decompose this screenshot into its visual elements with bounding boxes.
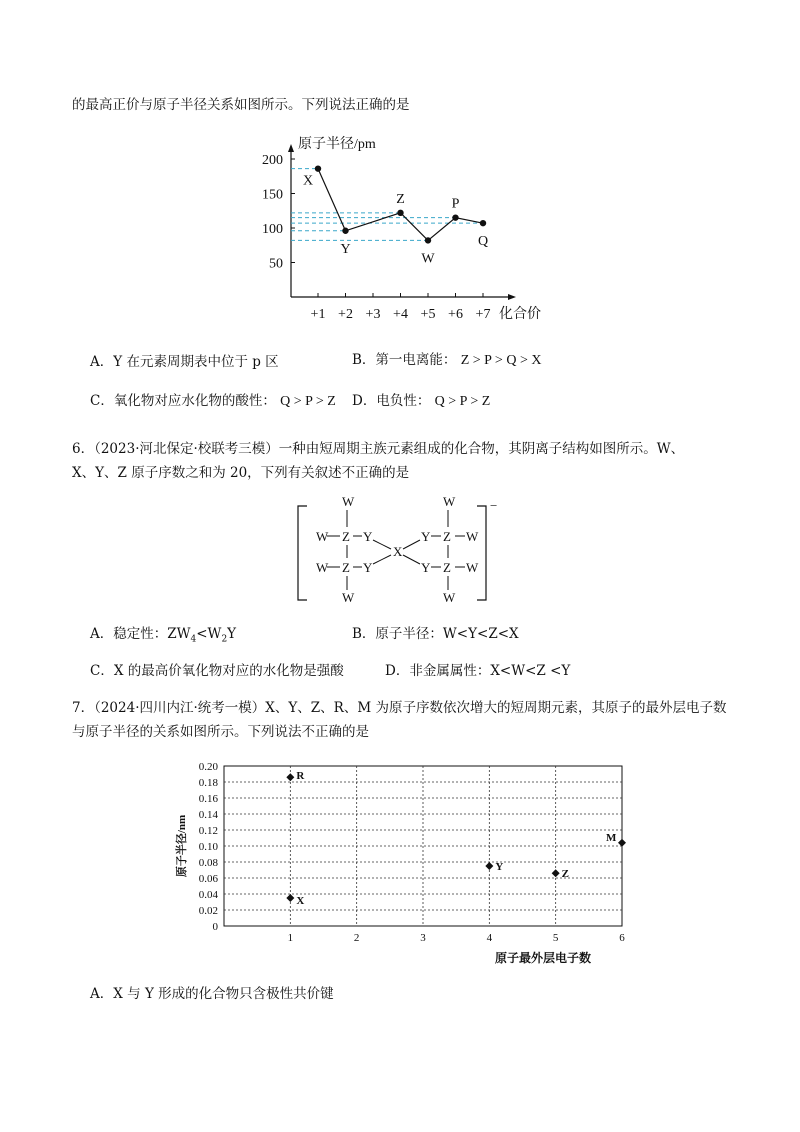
point-label: Z: [396, 191, 405, 207]
y-tick-label: 0.10: [198, 841, 218, 853]
point-label: Z: [561, 868, 570, 881]
q6-stem-line2: X、Y、Z 原子序数之和为 20，下列有关叙述不正确的是: [72, 465, 410, 481]
y-tick-label: 0.02: [198, 905, 218, 917]
point-label: Q: [477, 234, 489, 250]
x-tick-label: +1: [310, 307, 326, 322]
atom-y: Y: [363, 529, 373, 544]
q6-option-b: B．原子半径：W<Y<Z<X: [352, 626, 519, 642]
x-tick-label: 6: [619, 932, 625, 944]
point-label: M: [606, 831, 617, 844]
y-axis-label: 原子半径/nm: [176, 814, 188, 878]
atom-w: W: [316, 529, 329, 544]
atom-y: Y: [421, 529, 431, 544]
atom-y: Y: [363, 560, 373, 575]
atom-w: W: [342, 590, 355, 605]
y-tick-label: 150: [262, 187, 283, 203]
data-point: [286, 894, 294, 902]
intro-line: 的最高正价与原子半径关系如图所示。下列说法正确的是: [72, 97, 410, 113]
subscript: 4: [190, 634, 197, 645]
x-tick-label: +6: [448, 307, 463, 322]
q7-option-a: A．X 与 Y 形成的化合物只含极性共价键: [90, 986, 334, 1002]
y-tick-label: 100: [262, 222, 283, 237]
q5-option-c-formula: Q > P > Z: [280, 394, 336, 409]
subscript: 2: [221, 634, 228, 645]
atom-z: Z: [342, 529, 350, 544]
x-tick-label: +5: [420, 307, 436, 322]
q5-option-b-formula: Z > P > Q > X: [460, 353, 542, 368]
data-point: [485, 862, 493, 870]
charge-sign: −: [490, 498, 498, 513]
x-tick-label: +7: [475, 307, 491, 322]
x-tick-label: 3: [420, 932, 426, 944]
y-tick-label: 0.12: [198, 825, 218, 837]
atom-w: W: [466, 529, 479, 544]
atom-w: W: [342, 494, 355, 509]
q5-option-d-formula: Q > P > Z: [434, 394, 491, 409]
atom-w: W: [466, 560, 479, 575]
point-label: P: [451, 196, 460, 212]
atom-z: Z: [443, 529, 451, 544]
q6-stem-line1: 6．（2023·河北保定·校联考三模）一种由短周期主族元素组成的化合物，其阴离子结构如图所示。W、: [72, 441, 685, 457]
q5-option-d-label: D．电负性：: [352, 393, 431, 409]
y-tick-label: 0: [212, 921, 218, 933]
y-tick-label: 50: [269, 256, 283, 272]
x-axis-label: 原子最外层电子数: [494, 951, 592, 965]
x-tick-label: 2: [353, 932, 360, 944]
point-label: X: [302, 173, 314, 189]
x-tick-label: 5: [552, 932, 559, 944]
y-tick-label: 0.16: [198, 793, 218, 805]
q5-option-c-label: C．氧化物对应水化物的酸性：: [90, 393, 276, 409]
x-tick-label: 1: [287, 932, 294, 944]
data-point: [552, 869, 560, 877]
y-tick-label: 0.18: [198, 777, 218, 789]
y-axis-label: 原子半径/pm: [298, 137, 376, 152]
q7-stem-line1: 7．（2024·四川内江·统考一模）X、Y、Z、R、M 为原子序数依次增大的短周期元素，其原子的最外层电子数: [72, 700, 727, 716]
x-tick-label: +4: [393, 307, 408, 322]
q5-option-a: A．Y 在元素周期表中位于 p 区: [90, 354, 279, 370]
atom-z: Z: [342, 560, 350, 575]
atom-y: Y: [421, 560, 431, 575]
atom-w: W: [443, 494, 456, 509]
x-tick-label: 4: [486, 932, 493, 944]
y-tick-label: 0.20: [198, 761, 218, 773]
atom-w: W: [316, 560, 329, 575]
y-tick-label: 0.04: [198, 889, 218, 901]
q6-option-a-label: A．稳定性：ZW: [90, 626, 191, 642]
y-tick-label: 0.14: [198, 809, 218, 821]
q6-option-a-end: Y: [227, 626, 237, 642]
atom-z: Z: [443, 560, 451, 575]
y-tick-label: 0.08: [198, 857, 218, 869]
x-tick-label: +3: [365, 307, 381, 322]
data-point: [286, 773, 294, 781]
atom-w: W: [443, 590, 456, 605]
x-tick-label: +2: [338, 307, 353, 322]
x-axis-label: 化合价: [499, 307, 541, 322]
atom-x: X: [393, 544, 403, 559]
q5-option-b-label: B．第一电离能：: [352, 352, 457, 368]
point-label: R: [296, 770, 305, 783]
data-point: [618, 839, 626, 847]
point-label: Y: [340, 241, 351, 257]
q7-stem-line2: 与原子半径的关系如图所示。下列说法不正确的是: [72, 724, 369, 740]
point-label: Y: [495, 861, 504, 873]
point-label: W: [421, 251, 435, 267]
y-tick-label: 200: [262, 153, 283, 168]
point-label: X: [296, 895, 305, 907]
q6-option-a-mid: <W: [196, 626, 222, 642]
y-tick-label: 0.06: [198, 873, 218, 885]
q6-option-d: D．非金属属性：X<W<Z <Y: [385, 663, 571, 679]
q6-option-c: C．X 的最高价氧化物对应的水化物是强酸: [90, 663, 344, 679]
